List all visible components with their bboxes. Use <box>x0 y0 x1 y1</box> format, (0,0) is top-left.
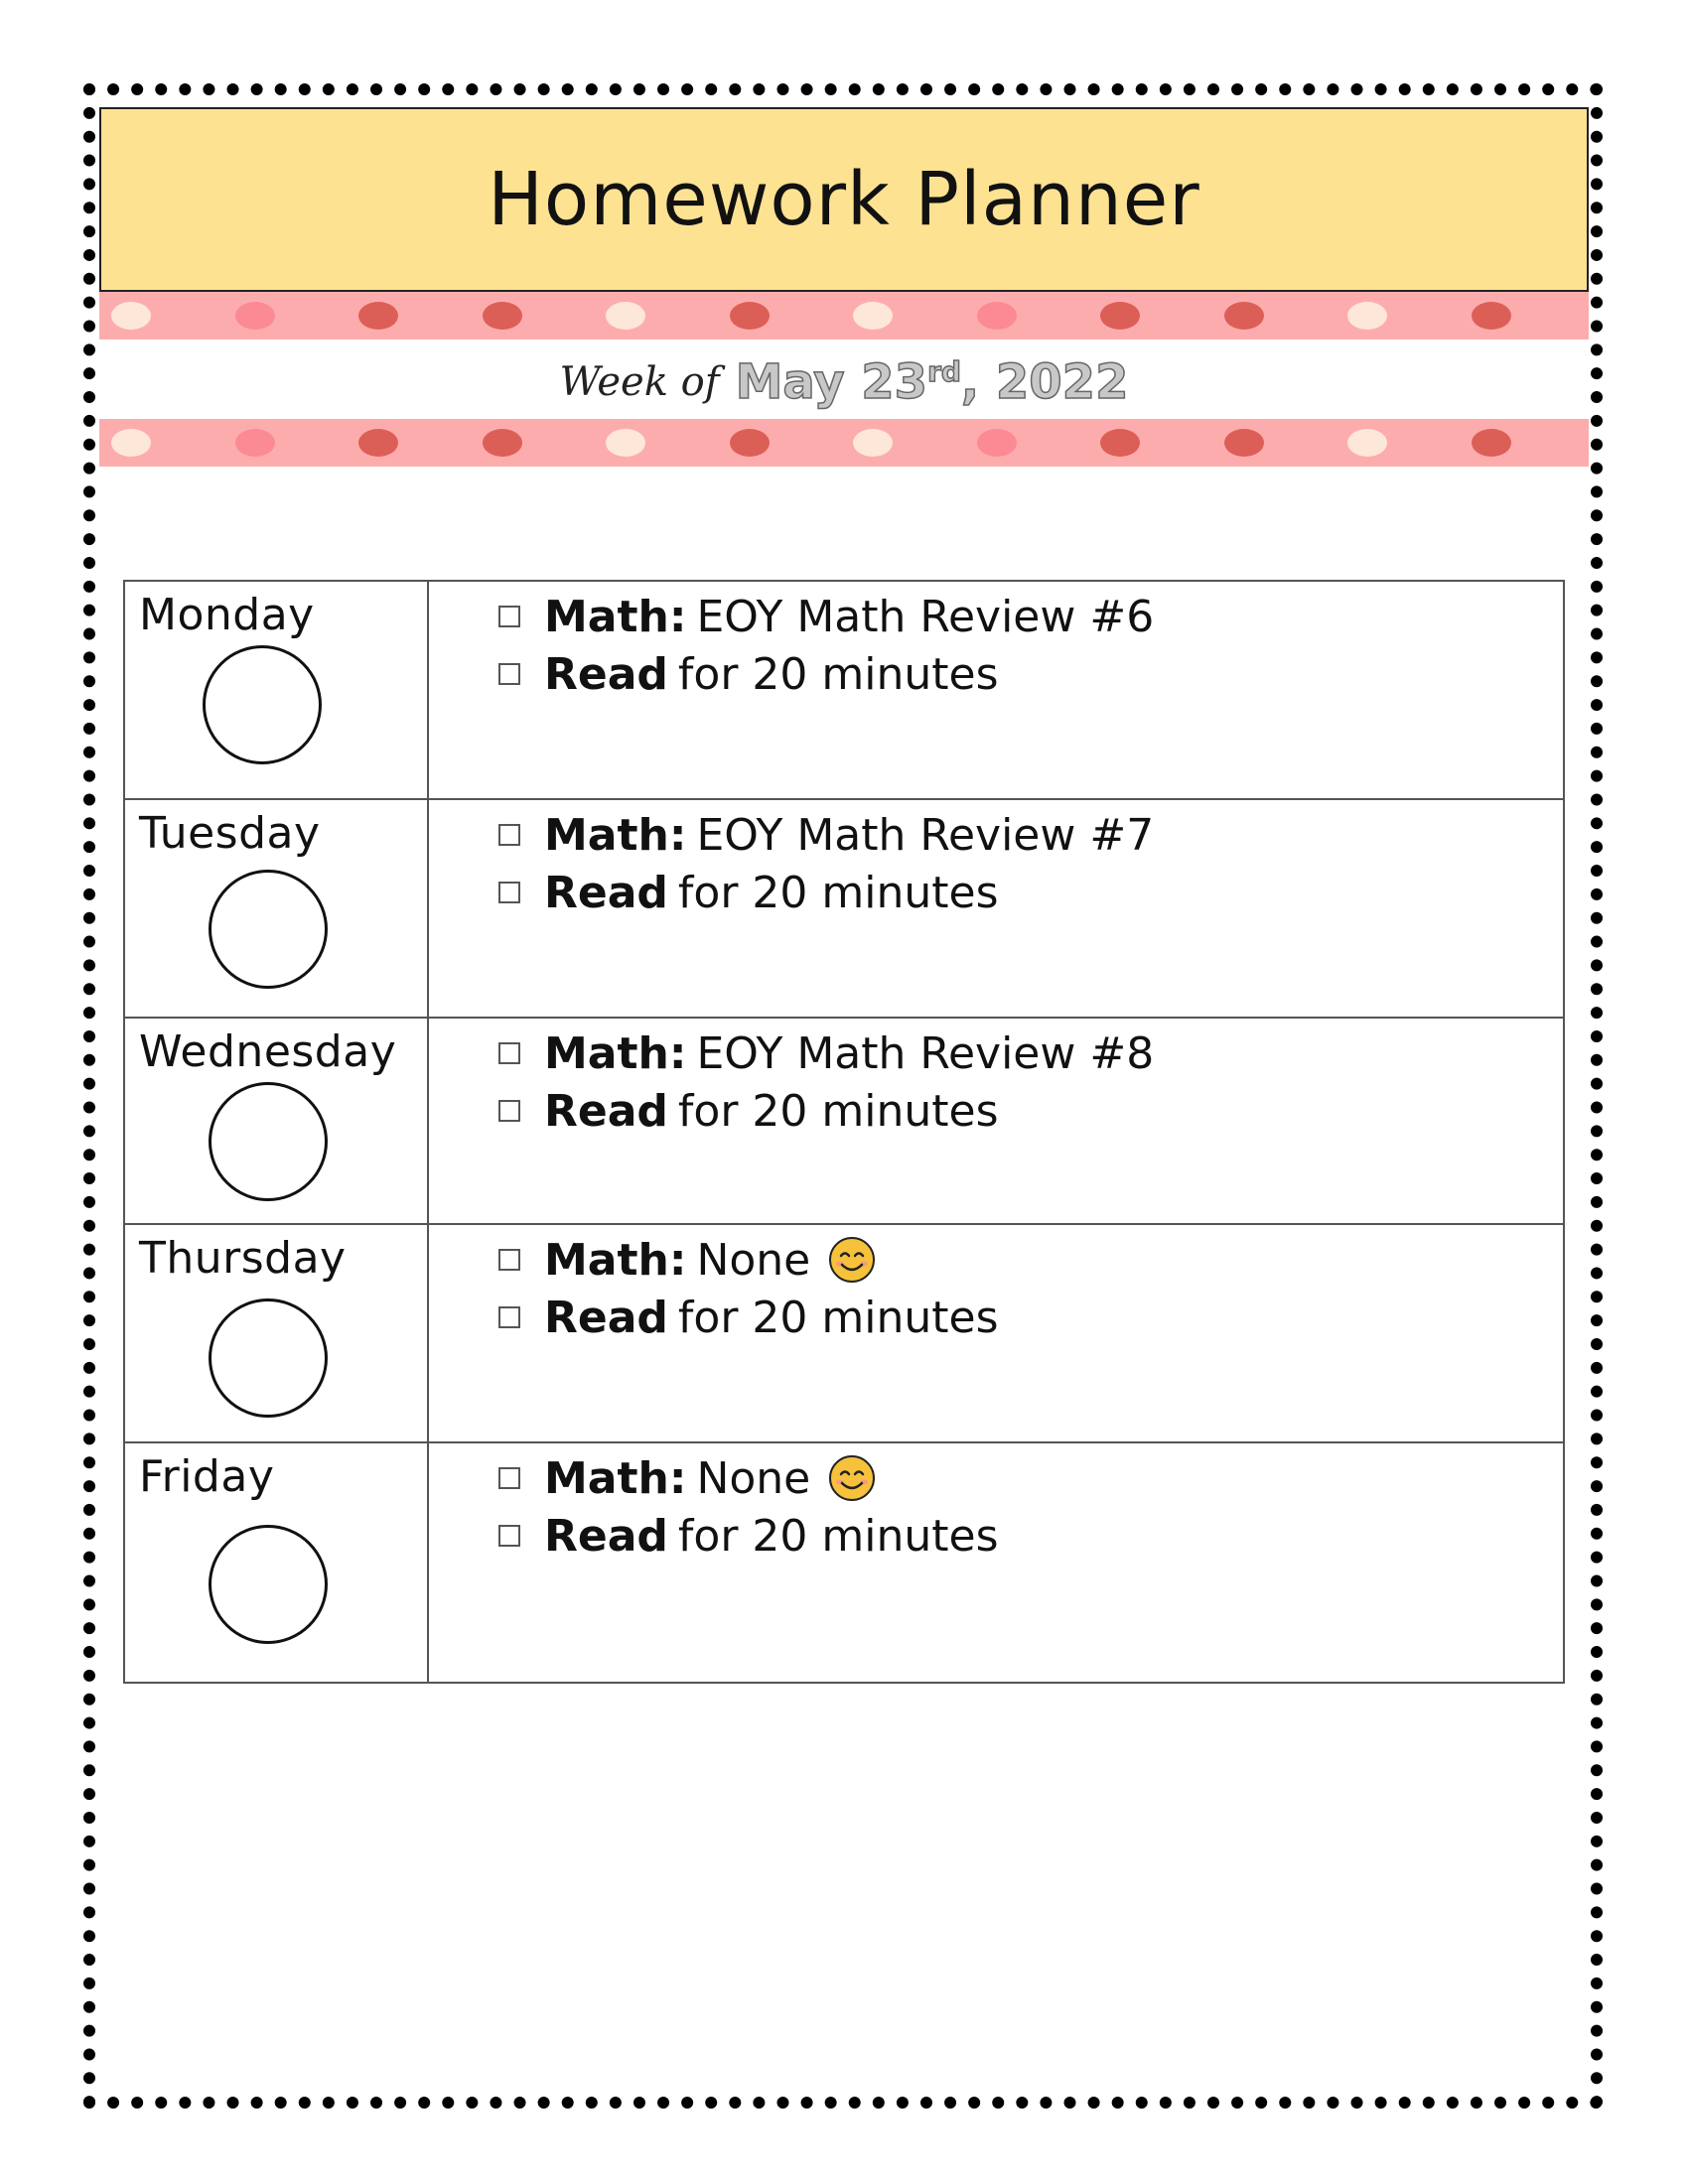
polka-dot <box>1347 429 1387 457</box>
completion-circle[interactable] <box>209 1298 328 1418</box>
smiley-face-icon <box>828 1454 876 1502</box>
polka-dot <box>730 302 770 330</box>
polka-dot <box>235 429 275 457</box>
polka-dot <box>358 302 398 330</box>
task-item <box>429 1082 1563 1140</box>
task-checkbox[interactable] <box>498 1525 520 1547</box>
polka-dot <box>606 302 645 330</box>
task-item <box>429 588 1563 645</box>
task-checkbox[interactable] <box>498 606 520 627</box>
task-cell <box>428 581 1564 799</box>
task-subject: Read <box>544 648 668 700</box>
task-checkbox[interactable] <box>498 1100 520 1122</box>
smiley-face-icon <box>828 1236 876 1284</box>
task-text: for 20 minutes <box>677 1510 999 1562</box>
task-item <box>429 1289 1563 1346</box>
task-text: None <box>696 1234 811 1286</box>
polka-dot <box>483 302 522 330</box>
week-label: Week of <box>559 359 720 405</box>
polka-dot <box>1472 302 1511 330</box>
task-subject: Math: <box>544 809 687 861</box>
polka-dot <box>853 429 893 457</box>
week-date <box>736 354 1129 410</box>
day-row <box>124 1018 1564 1224</box>
task-item <box>429 1231 1563 1289</box>
task-subject: Read <box>544 1292 668 1343</box>
polka-dot <box>111 429 151 457</box>
task-item <box>429 1024 1563 1082</box>
task-checkbox[interactable] <box>498 663 520 685</box>
task-subject: Math: <box>544 591 687 642</box>
week-date-ordinal: rd <box>927 355 961 388</box>
day-cell <box>124 1442 428 1683</box>
task-checkbox[interactable] <box>498 1249 520 1271</box>
task-checkbox[interactable] <box>498 1042 520 1064</box>
title-banner <box>99 107 1589 292</box>
polka-dot <box>1224 429 1264 457</box>
task-subject: Math: <box>544 1452 687 1504</box>
polka-dot-band-bottom <box>99 419 1589 467</box>
task-item <box>429 864 1563 921</box>
week-line <box>99 347 1589 417</box>
polka-dot <box>730 429 770 457</box>
task-text: EOY Math Review #8 <box>696 1027 1155 1079</box>
task-text: for 20 minutes <box>677 1085 999 1137</box>
polka-dot <box>1347 302 1387 330</box>
task-text: None <box>696 1452 811 1504</box>
task-subject: Math: <box>544 1027 687 1079</box>
completion-circle[interactable] <box>203 645 322 764</box>
day-name: Tuesday <box>139 808 321 859</box>
polka-dot <box>853 302 893 330</box>
task-checkbox[interactable] <box>498 882 520 903</box>
polka-dot <box>235 302 275 330</box>
day-cell <box>124 799 428 1018</box>
polka-dot <box>483 429 522 457</box>
completion-circle[interactable] <box>209 1082 328 1201</box>
polka-dot <box>1472 429 1511 457</box>
polka-dot <box>1100 302 1140 330</box>
task-cell <box>428 1224 1564 1442</box>
polka-dot <box>977 302 1017 330</box>
day-cell <box>124 581 428 799</box>
completion-circle[interactable] <box>209 870 328 989</box>
task-cell <box>428 1018 1564 1224</box>
task-subject: Math: <box>544 1234 687 1286</box>
task-checkbox[interactable] <box>498 1467 520 1489</box>
task-text: EOY Math Review #6 <box>696 591 1155 642</box>
day-name: Friday <box>139 1451 275 1502</box>
day-row <box>124 581 1564 799</box>
week-date-year: , 2022 <box>960 354 1129 410</box>
day-cell <box>124 1224 428 1442</box>
task-text: for 20 minutes <box>677 1292 999 1343</box>
task-cell <box>428 799 1564 1018</box>
task-item <box>429 645 1563 703</box>
completion-circle[interactable] <box>209 1525 328 1644</box>
polka-dot-band-top <box>99 292 1589 340</box>
day-cell <box>124 1018 428 1224</box>
task-item <box>429 806 1563 864</box>
polka-dot <box>111 302 151 330</box>
polka-dot <box>977 429 1017 457</box>
polka-dot <box>1224 302 1264 330</box>
polka-dot <box>606 429 645 457</box>
page-title: Homework Planner <box>488 157 1200 242</box>
day-row <box>124 1224 1564 1442</box>
day-name: Wednesday <box>139 1026 397 1077</box>
polka-dot <box>358 429 398 457</box>
task-item <box>429 1449 1563 1507</box>
day-name: Thursday <box>139 1233 347 1284</box>
day-name: Monday <box>139 590 315 640</box>
task-text: for 20 minutes <box>677 867 999 918</box>
task-text: for 20 minutes <box>677 648 999 700</box>
week-date-day: May 23 <box>735 354 928 410</box>
polka-dot <box>1100 429 1140 457</box>
task-checkbox[interactable] <box>498 1306 520 1328</box>
day-row <box>124 1442 1564 1683</box>
task-checkbox[interactable] <box>498 824 520 846</box>
task-cell <box>428 1442 1564 1683</box>
day-row <box>124 799 1564 1018</box>
task-item <box>429 1507 1563 1565</box>
task-subject: Read <box>544 1510 668 1562</box>
planner-table <box>123 580 1565 1684</box>
task-subject: Read <box>544 867 668 918</box>
task-subject: Read <box>544 1085 668 1137</box>
task-text: EOY Math Review #7 <box>696 809 1155 861</box>
